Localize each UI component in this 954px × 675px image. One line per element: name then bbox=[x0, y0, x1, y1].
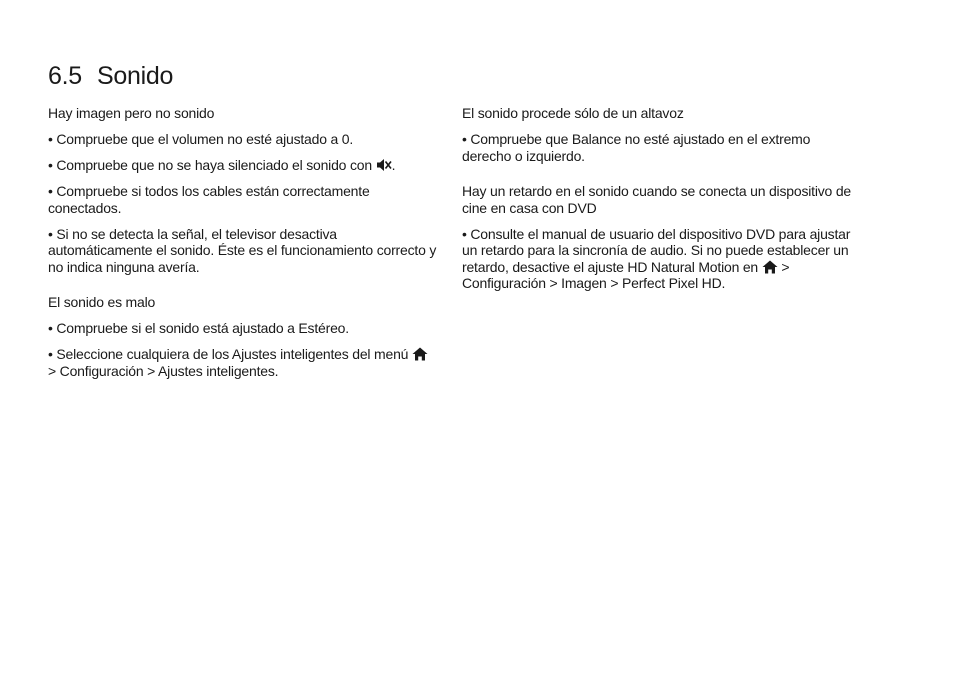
bullet-mute bbox=[48, 157, 438, 174]
bullet-volume: • Compruebe que el volumen no esté ajustado a 0. bbox=[48, 131, 354, 147]
bullet-dvd-delay bbox=[462, 226, 852, 292]
bullet-mute-end: . bbox=[391, 157, 396, 173]
bullet-balance: • Compruebe que Balance no esté ajustado en el extremo derecho o izquierdo. bbox=[462, 131, 811, 164]
subheading-no-sound: Hay imagen pero no sonido bbox=[48, 105, 215, 121]
subheading-one-speaker: El sonido procede sólo de un altavoz bbox=[462, 105, 684, 121]
bullet-smart-settings-text: • Seleccione cualquiera de los Ajustes inteligentes del menú bbox=[48, 346, 412, 362]
bullet-cables: • Compruebe si todos los cables están correctamente conectados. bbox=[48, 183, 370, 216]
home-icon bbox=[762, 260, 778, 274]
home-icon bbox=[412, 347, 428, 361]
subheading-bad-sound: El sonido es malo bbox=[48, 294, 156, 310]
right-column bbox=[462, 105, 852, 301]
bullet-stereo: • Compruebe si el sonido está ajustado a Estéreo. bbox=[48, 320, 349, 336]
bullet-signal: • Si no se detecta la señal, el televisor desactiva automáticamente el sonido. Éste es el funcionamiento correcto y no indica ninguna avería. bbox=[48, 225, 437, 275]
bullet-dvd-delay-path: > Configuración > Imagen > Perfect Pixel HD. bbox=[462, 258, 790, 291]
section-number: 6.5 bbox=[48, 62, 82, 90]
left-column bbox=[48, 105, 438, 389]
mute-icon bbox=[376, 158, 392, 172]
bullet-smart-settings bbox=[48, 346, 438, 379]
bullet-smart-settings-path: > Configuración > Ajustes inteligentes. bbox=[48, 362, 279, 379]
section-name: Sonido bbox=[97, 62, 174, 90]
bullet-dvd-delay-text: • Consulte el manual de usuario del dispositivo DVD para ajustar un retardo para la sincronía de audio. Si no puede establecer un retardo, desactive el ajuste HD Natural Motion en bbox=[462, 225, 851, 275]
section-title bbox=[48, 60, 173, 92]
bullet-mute-text: • Compruebe que no se haya silenciado el sonido con bbox=[48, 157, 376, 173]
subheading-sound-delay: Hay un retardo en el sonido cuando se conecta un dispositivo de cine en casa con DVD bbox=[462, 183, 851, 216]
